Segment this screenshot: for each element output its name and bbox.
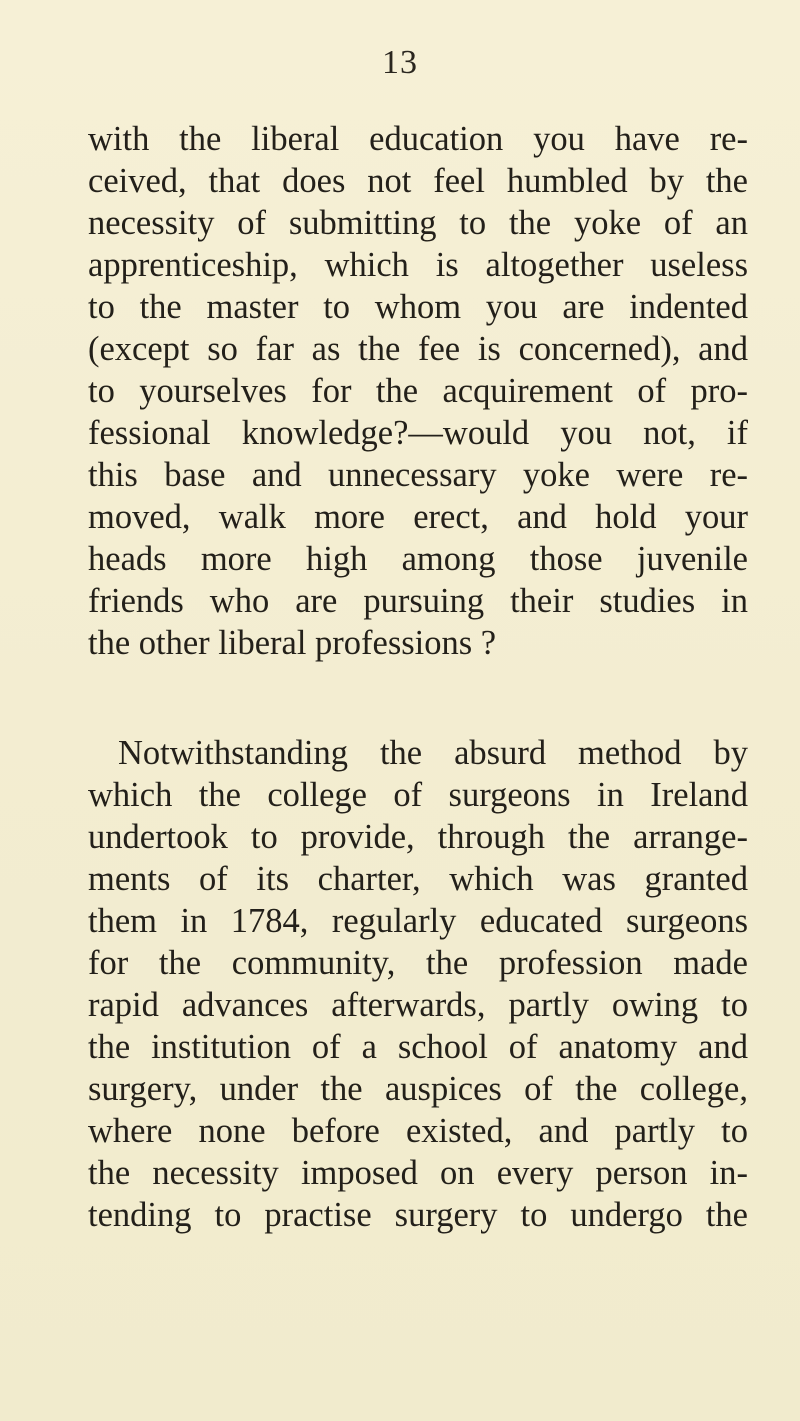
text-line: to the master to whom you are indented: [88, 288, 748, 326]
text-line: which the college of surgeons in Ireland: [88, 776, 748, 814]
text-line: them in 1784, regularly educated surgeons: [88, 902, 748, 940]
text-line: for the community, the profession made: [88, 944, 748, 982]
text-line: moved, walk more erect, and hold your: [88, 498, 748, 536]
text-line: necessity of submitting to the yoke of an: [88, 204, 748, 242]
text-line: the necessity imposed on every person in-: [88, 1154, 748, 1192]
text-line: where none before existed, and partly to: [88, 1112, 748, 1150]
text-line: with the liberal education you have re-: [88, 120, 748, 158]
page-number: 13: [382, 44, 418, 81]
text-line: heads more high among those juvenile: [88, 540, 748, 578]
text-line: fessional knowledge?—would you not, if: [88, 414, 748, 452]
text-line: surgery, under the auspices of the college,: [88, 1070, 748, 1108]
text-line: the other liberal professions ?: [88, 624, 497, 662]
text-line: apprenticeship, which is altogether useless: [88, 246, 748, 284]
paragraph-1: [88, 118, 748, 664]
text-line: ceived, that does not feel humbled by the: [88, 162, 748, 200]
text-line: Notwithstanding the absurd method by: [118, 734, 748, 772]
text-line: tending to practise surgery to undergo the: [88, 1196, 748, 1234]
text-line: the institution of a school of anatomy and: [88, 1028, 748, 1066]
text-line: to yourselves for the acquirement of pro-: [88, 372, 748, 410]
text-line: (except so far as the fee is concerned), and: [88, 330, 748, 368]
text-line: undertook to provide, through the arrange-: [88, 818, 748, 856]
paragraph-2: [88, 732, 748, 1236]
text-line: rapid advances afterwards, partly owing to: [88, 986, 748, 1024]
text-line: ments of its charter, which was granted: [88, 860, 748, 898]
text-line: this base and unnecessary yoke were re-: [88, 456, 748, 494]
text-line: friends who are pursuing their studies in: [88, 582, 748, 620]
